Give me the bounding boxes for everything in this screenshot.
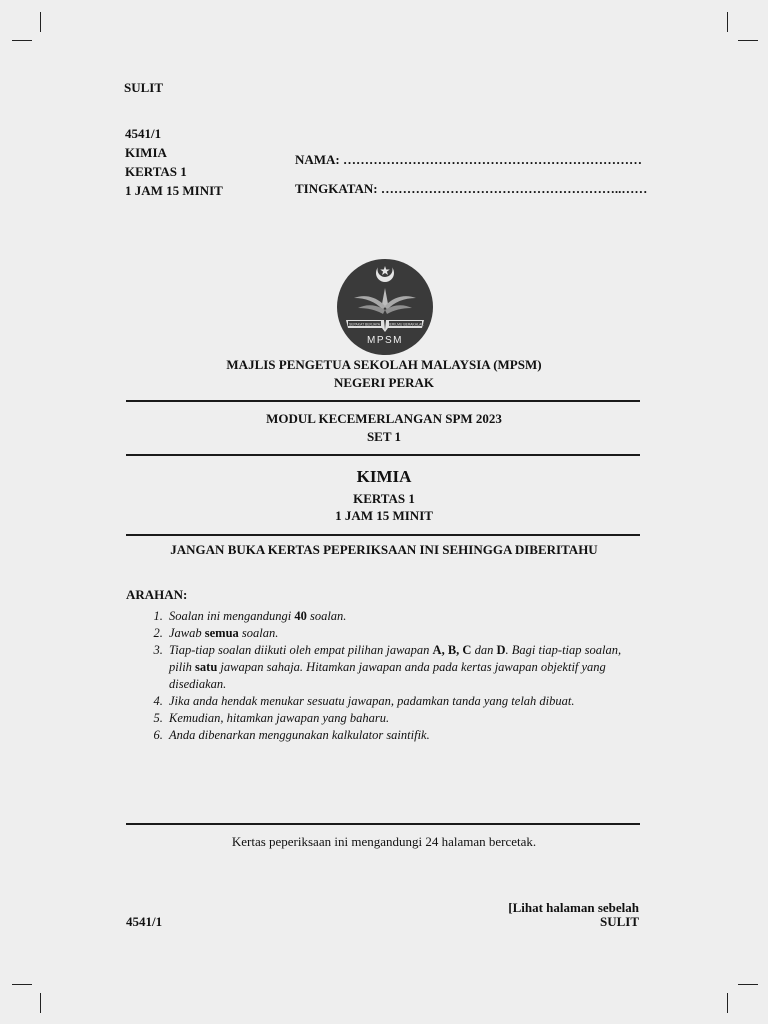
logo-text: MPSM xyxy=(367,335,403,346)
logo-ribbon-left: SEPAKAT BERJAYA xyxy=(349,322,380,327)
org-state: NEGERI PERAK xyxy=(333,375,435,390)
crop-mark xyxy=(12,40,32,41)
crop-mark xyxy=(40,993,41,1013)
sulit-label: SULIT xyxy=(124,80,164,95)
instruction-item: 2. Jawab semua soalan. xyxy=(166,625,646,642)
crop-mark xyxy=(738,984,758,985)
page-count-note: Kertas peperiksaan ini mengandungi 24 halaman bercetak. xyxy=(231,834,537,849)
instruction-item: 3. Tiap-tiap soalan diikuti oleh empat pilihan jawapan A, B, C dan D. Bagi tiap-tiap soalan, pilih satu jawapan sahaja. Hitamkan jawapan anda pada kertas jawapan objektif yang disediakan. xyxy=(166,642,646,693)
paper-info xyxy=(125,124,223,200)
divider xyxy=(126,454,640,456)
divider xyxy=(126,534,640,536)
instruction-item: 1. Soalan ini mengandungi 40 soalan. xyxy=(166,608,646,625)
footer-sulit: SULIT xyxy=(599,914,639,929)
org-name: MAJLIS PENGETUA SEKOLAH MALAYSIA (MPSM) xyxy=(226,357,542,372)
instruction-item: 6. Anda dibenarkan menggunakan kalkulator saintifik. xyxy=(166,727,646,744)
next-page-note: [Lihat halaman sebelah xyxy=(508,900,639,915)
paper-subject: KIMIA xyxy=(125,145,167,160)
paper-duration: 1 JAM 15 MINIT xyxy=(125,183,223,198)
exam-subject: KIMIA xyxy=(356,467,412,486)
class-field[interactable]: TINGKATAN: ………………………………………………..…… xyxy=(295,181,648,196)
paper-number: KERTAS 1 xyxy=(125,164,187,179)
crop-mark xyxy=(40,12,41,32)
divider xyxy=(126,823,640,825)
divider xyxy=(126,400,640,402)
mpsm-logo xyxy=(336,258,434,356)
instruction-item: 5. Kemudian, hitamkan jawapan yang baharu. xyxy=(166,710,646,727)
crop-mark xyxy=(727,12,728,32)
crop-mark xyxy=(738,40,758,41)
warning-text: JANGAN BUKA KERTAS PEPERIKSAAN INI SEHINGGA DIBERITAHU xyxy=(170,542,598,557)
crop-mark xyxy=(12,984,32,985)
module-set: SET 1 xyxy=(366,429,402,444)
instructions-heading: ARAHAN: xyxy=(126,587,188,602)
logo-ribbon-right: BERILMU BERAKHLAK xyxy=(387,322,424,327)
module-title: MODUL KECEMERLANGAN SPM 2023 xyxy=(266,411,502,426)
footer-code: 4541/1 xyxy=(126,914,163,929)
paper-code: 4541/1 xyxy=(125,126,162,141)
exam-paper: KERTAS 1 xyxy=(353,491,415,506)
instructions-list xyxy=(126,608,646,744)
instruction-item: 4. Jika anda hendak menukar sesuatu jawapan, padamkan tanda yang telah dibuat. xyxy=(166,693,646,710)
name-field[interactable]: NAMA: …………………………………………………………… xyxy=(295,152,643,167)
crop-mark xyxy=(727,993,728,1013)
exam-duration: 1 JAM 15 MINIT xyxy=(335,508,433,523)
